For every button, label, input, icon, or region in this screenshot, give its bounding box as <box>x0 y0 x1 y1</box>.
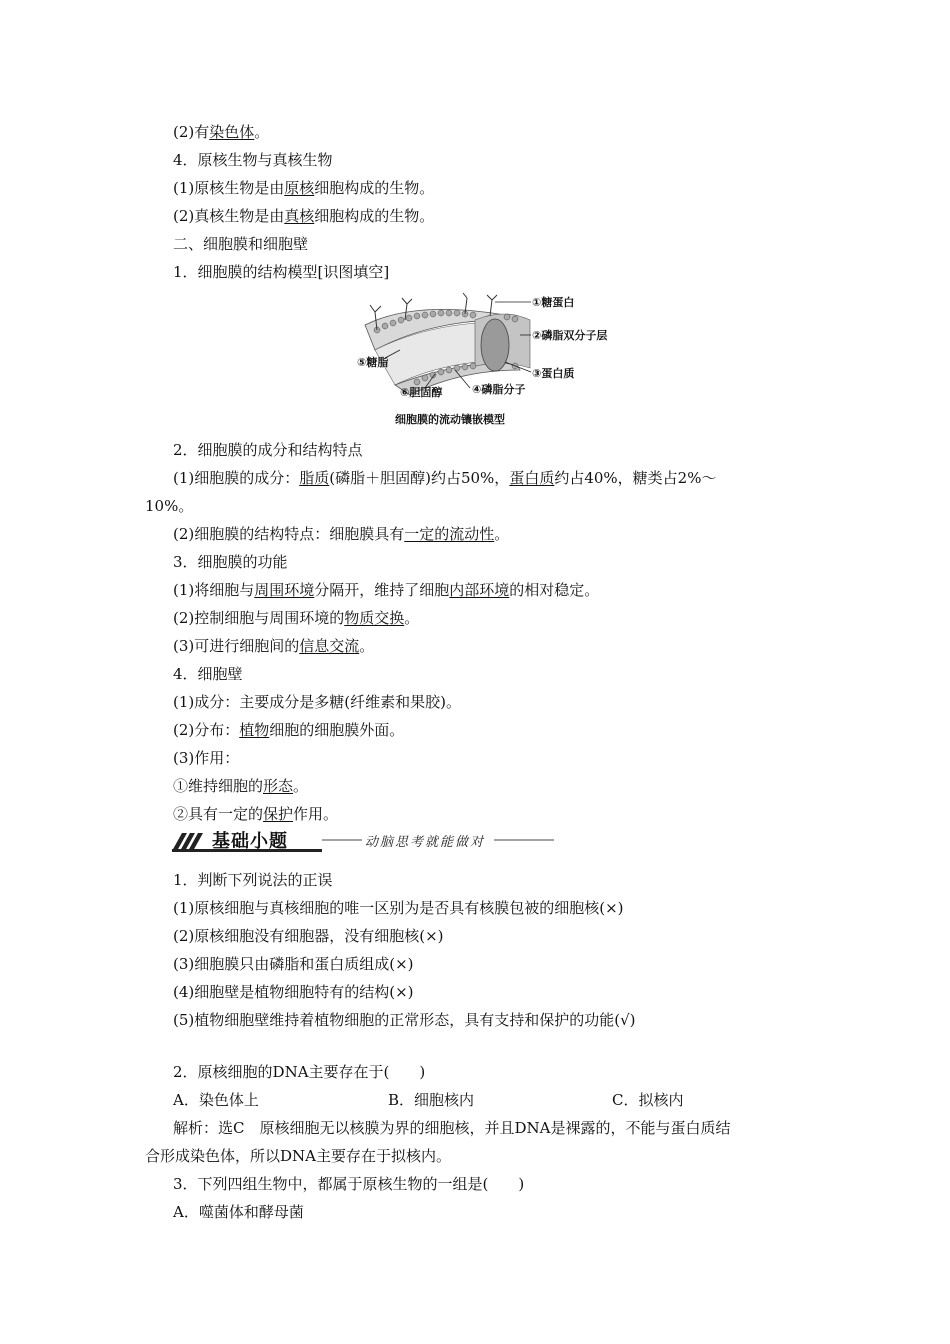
line-wall-role-2: ②具有一定的保护作用。 <box>173 805 339 823</box>
line-function-2: (2)控制细胞与周围环境的物质交换。 <box>173 609 420 627</box>
section-heading-membrane-wall: 二、细胞膜和细胞壁 <box>173 235 309 253</box>
diagram-caption: 细胞膜的流动镶嵌模型 <box>395 413 505 426</box>
label-protein: ③蛋白质 <box>532 367 575 380</box>
q1-item-2: (2)原核细胞没有细胞器，没有细胞核(×) <box>173 927 444 945</box>
section-banner <box>172 825 557 853</box>
line-function-3: (3)可进行细胞间的信息交流。 <box>173 637 375 655</box>
q1-item-1: (1)原核细胞与真核细胞的唯一区别为是否具有核膜包被的细胞核(×) <box>173 899 624 917</box>
heading-membrane-composition: 2．细胞膜的成分和结构特点 <box>173 441 363 459</box>
banner-title: 基础小题 <box>212 831 288 852</box>
q2-option-b: B．细胞核内 <box>388 1091 475 1109</box>
line-composition-cont: 10%。 <box>145 497 194 515</box>
q1-item-3: (3)细胞膜只由磷脂和蛋白质组成(×) <box>173 955 414 973</box>
line-wall-distribution: (2)分布：植物细胞的细胞膜外面。 <box>173 721 405 739</box>
q1-item-5: (5)植物细胞壁维持着植物细胞的正常形态，具有支持和保护的功能(√) <box>173 1011 636 1029</box>
line-structure-feature: (2)细胞膜的结构特点：细胞膜具有一定的流动性。 <box>173 525 510 543</box>
q2-analysis-line-1: 解析：选C 原核细胞无以核膜为界的细胞核，并且DNA是裸露的，不能与蛋白质结 <box>173 1119 731 1137</box>
q2-option-a: A．染色体上 <box>173 1091 259 1109</box>
label-phospholipid-molecule: ④磷脂分子 <box>472 383 526 396</box>
line-composition: (1)细胞膜的成分：脂质(磷脂＋胆固醇)约占50%，蛋白质约占40%，糖类占2%～ <box>173 469 717 487</box>
line-wall-composition: (1)成分：主要成分是多糖(纤维素和果胶)。 <box>173 693 461 711</box>
question-2: 2．原核细胞的DNA主要存在于( ) <box>173 1063 426 1081</box>
heading-membrane-model: 1．细胞膜的结构模型[识图填空] <box>173 263 390 281</box>
label-cholesterol: ⑥胆固醇 <box>400 386 443 399</box>
label-glycolipid: ⑤糖脂 <box>357 356 389 369</box>
heading-prokaryote-eukaryote: 4．原核生物与真核生物 <box>173 151 333 169</box>
label-glycoprotein: ①糖蛋白 <box>532 296 575 309</box>
q2-analysis-line-2: 合形成染色体，所以DNA主要存在于拟核内。 <box>145 1147 451 1165</box>
membrane-diagram <box>355 290 635 430</box>
line-function-1: (1)将细胞与周围环境分隔开，维持了细胞内部环境的相对稳定。 <box>173 581 600 599</box>
question-3: 3．下列四组生物中，都属于原核生物的一组是( ) <box>173 1175 525 1193</box>
heading-membrane-function: 3．细胞膜的功能 <box>173 553 288 571</box>
label-phospholipid-bilayer: ②磷脂双分子层 <box>532 329 608 342</box>
line-wall-role-1: ①维持细胞的形态。 <box>173 777 309 795</box>
line-eukaryote: (2)真核生物是由真核细胞构成的生物。 <box>173 207 435 225</box>
line-wall-role: (3)作用： <box>173 749 240 767</box>
question-1: 1．判断下列说法的正误 <box>173 871 333 889</box>
q1-item-4: (4)细胞壁是植物细胞特有的结构(×) <box>173 983 414 1001</box>
line-prokaryote: (1)原核生物是由原核细胞构成的生物。 <box>173 179 435 197</box>
line-chromosome: (2)有染色体。 <box>173 123 270 141</box>
q2-option-c: C．拟核内 <box>612 1091 684 1109</box>
heading-cell-wall: 4．细胞壁 <box>173 665 243 683</box>
banner-subtitle: 动脑思考就能做对 <box>365 835 486 850</box>
q3-option-a: A．噬菌体和酵母菌 <box>173 1203 304 1221</box>
